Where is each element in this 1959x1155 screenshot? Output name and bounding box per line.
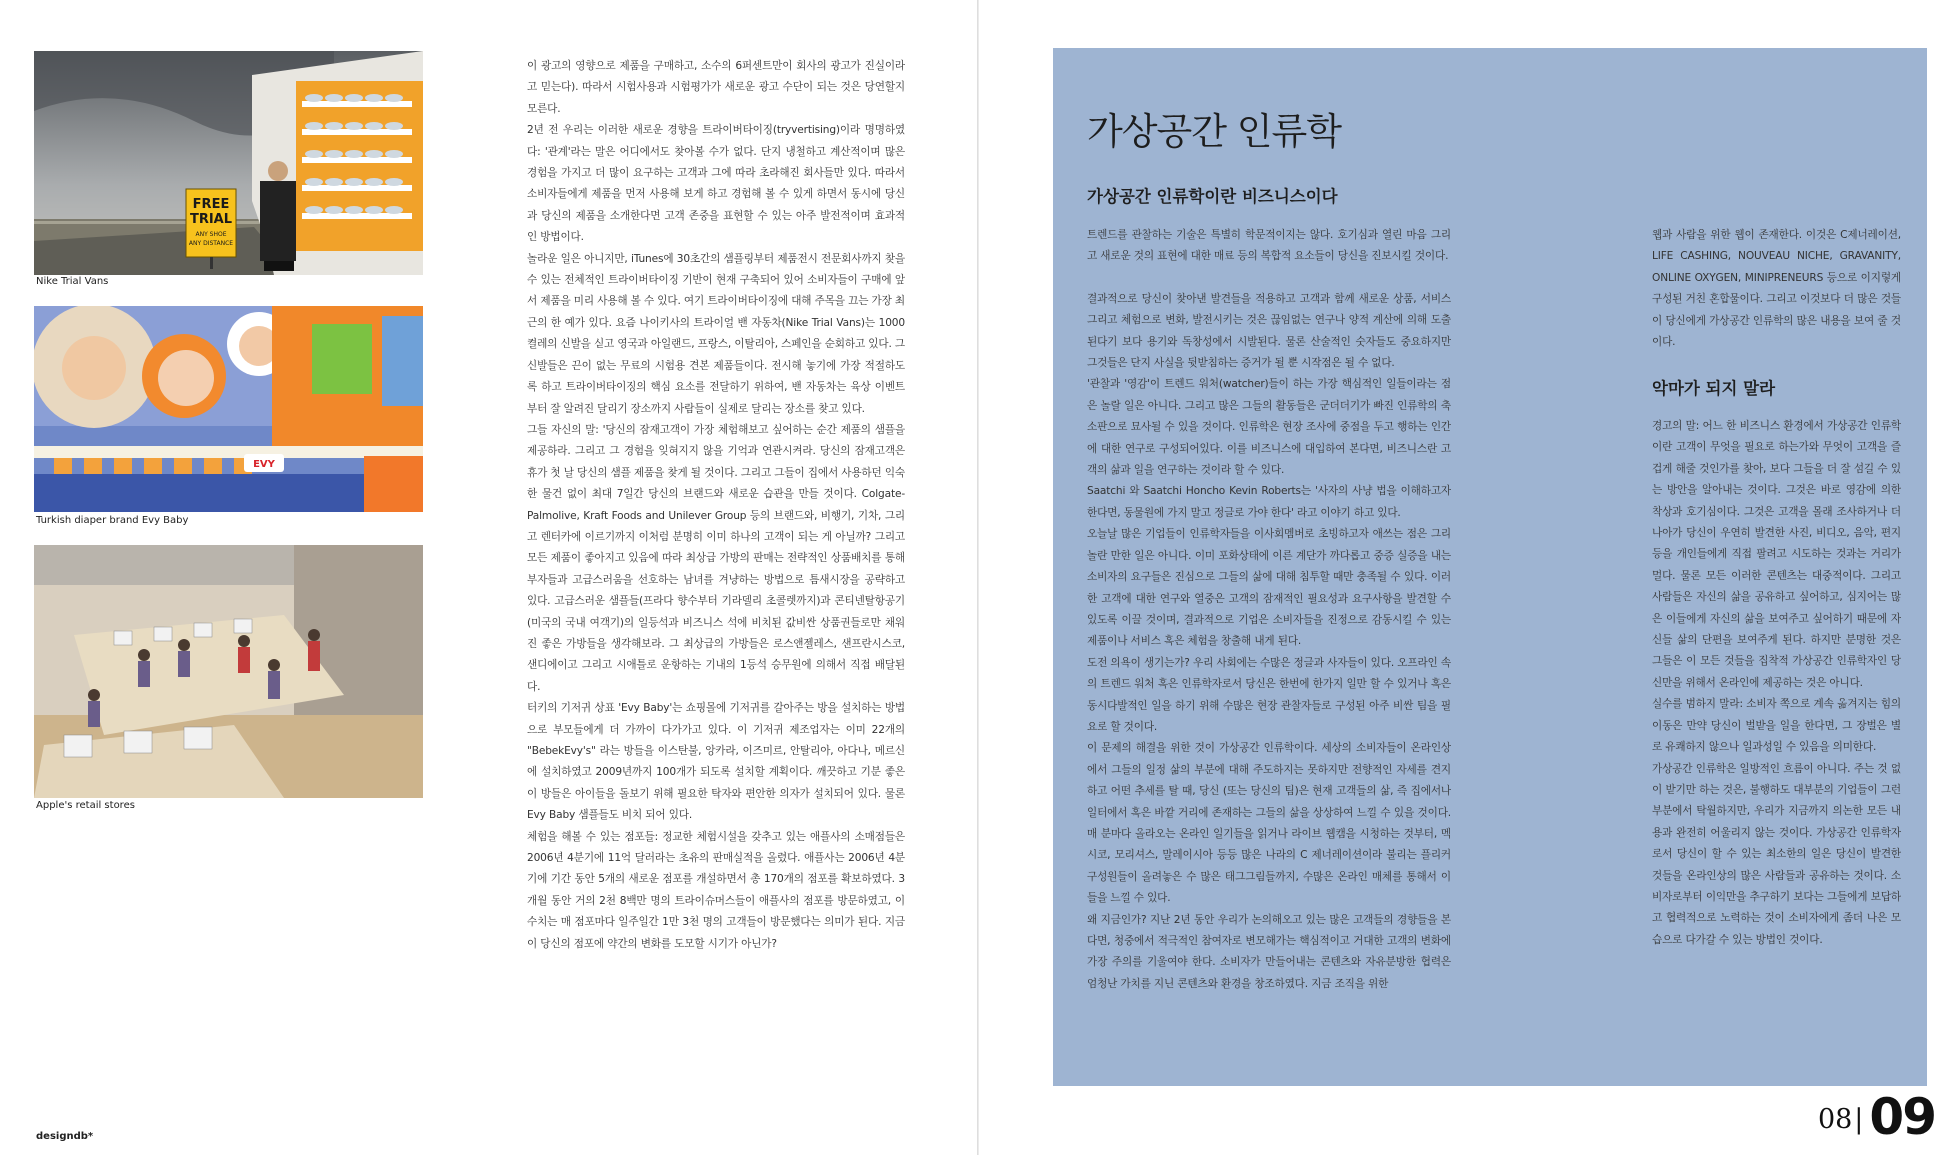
caption-apple-stores: Apple's retail stores	[36, 800, 135, 811]
paragraph: '관찰과 '영감'이 트렌드 워처(watcher)들이 하는 가장 핵심적인 일들이라는 점은 놀랄 일은 아니다. 그리고 많은 그들의 활동들은 군더더기가 빠진 인류학의 축소판으로 묘사될 수 있을 것이다. 인류학은 현장 조사에 중점을 두고 행하는 인간에 대한 연구로 구성되어있다. 이를 비즈니스에 대입하여 본다면, 비즈니스란 고객의 삶과 일을 연구하는 것이라 할 수 있다.	[1087, 378, 1451, 477]
paragraph: 실수를 범하지 말라: 소비자 쪽으로 계속 옮겨지는 힘의 이동은 만약 당신이 벌받을 일을 한다면, 그 장벌은 별로 유쾌하지 않으나 일과성일 수 있음을 의미한다.	[1652, 698, 1901, 754]
paragraph: 그들 자신의 말: '당신의 잠재고객이 가장 체험해보고 싶어하는 순간 제품의 샘플을 제공하라. 그리고 그 경험을 잊혀지지 않을 기억과 연관시켜라. 당신의 잠재고객은 휴가 첫 날 당신의 샘플 제품을 찾게 될 것이다. 그리고 그들이 집에서 사용하던 익숙한 물건 없이 최대 7일간 당신의 브랜드와 새로운 습관을 만들 것이다. Colgate-Palmolive, Kraft Foods and Unilever Group 등의 브랜드와, 비행기, 기차, 그리고 렌터카에 이르기까지 이처럼 분명히 이미 하나의 고객이 되는 게 아닐까? 그리고 모든 제품이 좋아지고 있음에 따라 최상급 가방의 판매는 전략적인 상품배치를 통해 부자들과 고급스러움을 선호하는 남녀를 겨냥하는 방법으로 틈새시장을 공략하고 있다. 고급스러운 샘플들(프라다 향수부터 기라델리 초콜렛까지)과 콘티넨탈항공기(미국의 국내 여객기)의 일등석과 비즈니스 석에 비치된 값비싼 상품권들로만 채워진 좋은 가방들을 생각해보라. 그 최상급의 가방들은 로스앤젤레스, 샌프란시스코, 샌디에이고 그리고 시애틀로 운항하는 기내의 1등석 승무원에 의해서 직접 배달된다.	[527, 423, 905, 693]
paragraph: 도전 의욕이 생기는가? 우리 사회에는 수많은 정글과 사자들이 있다. 오프라인 속의 트렌드 워처 혹은 인류학자로서 당신은 한번에 한가지 일만 할 수 있거나 혹은 동시다발적인 일을 하기 위해 수많은 현장 관찰자들로 구성된 아주 비싼 팀을 필요로 할 것이다.	[1087, 656, 1451, 733]
paragraph: Saatchi 와 Saatchi Honcho Kevin Roberts는 '사자의 사냥 법을 이해하고자 한다면, 동물원에 가지 말고 정글로 가야 한다' 라고 이야기 하고 있다.	[1087, 485, 1451, 519]
photo-apple-store	[34, 545, 423, 798]
free-trial-sign-line3: ANY SHOE	[195, 231, 227, 238]
evy-baby-illustration	[34, 306, 423, 512]
evy-logo-text: EVY	[253, 459, 275, 470]
free-trial-sign-line4: ANY DISTANCE	[188, 240, 234, 247]
paragraph: 이 광고의 영향으로 제품을 구매하고, 소수의 6퍼센트만이 회사의 광고가 진실이라고 믿는다). 따라서 시험사용과 시험평가가 새로운 광고 수단이 되는 것은 당연할지 모른다.	[527, 60, 905, 115]
paragraph: 트렌드를 관찰하는 기술은 특별히 학문적이지는 않다. 호기심과 열린 마음 그리고 새로운 것의 표현에 대한 매료 등의 복합적 요소들이 당신을 진보시킬 것이다.	[1087, 229, 1451, 263]
nike-van-illustration	[34, 51, 423, 275]
section-title: 가상공간 인류학	[1087, 109, 1341, 153]
paragraph: 체험을 해볼 수 있는 점포들: 정교한 체험시설을 갖추고 있는 애플사의 소매점들은 2006년 4분기에 11억 달러라는 초유의 판매실적을 올렸다. 애플사는 2006년 4분기에 기간 동안 5개의 새로운 점포를 개설하면서 총 170개의 점포를 확보하였다. 3개월 동안 거의 2천 8백만 명의 트라이슈머스들이 애플사의 점포를 방문하였고, 이 수치는 매 점포마다 일주일간 1만 3천 명의 고객들이 방문했다는 의미가 된다. 지금이 당신의 점포에 약간의 변화를 도모할 시기가 아닌가?	[527, 830, 905, 950]
caption-evy-baby: Turkish diaper brand Evy Baby	[36, 515, 189, 526]
folio-divider: |	[1854, 1104, 1864, 1135]
paragraph: 결과적으로 당신이 찾아낸 발견들을 적용하고 고객과 함께 새로운 상품, 서비스 그리고 체험으로 변화, 발전시키는 것은 끊임없는 연구나 양적 계산에 의해 도출된다기 보다 용기와 독창성에서 시발된다. 물론 산술적인 숫자들도 중요하지만 그것들은 단지 사실을 뒷받침하는 증거가 될 뿐 시작점은 될 수 없다.	[1087, 292, 1451, 370]
paragraph: 경고의 말: 어느 한 비즈니스 환경에서 가상공간 인류학이란 고객이 무엇을 필요로 하는가와 무엇이 고객을 즐겁게 해줄 것인가를 찾아, 보다 그들을 더 잘 섬길 수 있는 방안을 알아내는 것이다. 그것은 바로 영감에 의한 착상과 호기심이다. 그것은 고객을 몰래 조사하거나 더 나아가 당신이 우연히 발견한 사진, 비디오, 음악, 편지 등을 개인들에게 직접 팔려고 시도하는 것과는 거리가 멀다. 물론 모든 이러한 콘텐츠는 대중적이다. 그리고 사람들은 자신의 삶을 공유하고 싶어하고, 심지어는 많은 이들에게 자신의 삶을 보여주고 싶어하기 때문에 자신들 삶의 단편을 보여주게 된다. 하지만 분명한 것은 그들은 이 모든 것들을 집착적 가상공간 인류학자인 당신만을 위해서 온라인에 제공하는 것은 아니다.	[1652, 420, 1901, 689]
subhead-business: 가상공간 인류학이란 비즈니스이다	[1087, 187, 1338, 206]
folio-page-number: 09	[1869, 1088, 1935, 1146]
subhead-dont-be-evil: 악마가 되지 말라	[1652, 379, 1776, 398]
free-trial-sign-line2: TRIAL	[189, 212, 233, 227]
designdb-logo: designdb*	[36, 1131, 94, 1142]
right-article-column-3	[1652, 416, 1901, 1016]
right-article-column-1	[1087, 225, 1451, 1045]
paragraph: 가상공간 인류학은 일방적인 흐름이 아니다. 주는 것 없이 받기만 하는 것은, 불행하도 대부분의 기업들이 그런 부분에서 탁월하지만, 우리가 지금까지 의논한 모든 내용과 완전히 어울리지 않는 것이다. 가상공간 인류학자로서 당신이 할 수 있는 최소한의 일은 당신이 발견한 것들을 온라인상의 많은 사람들과 공유하는 것이다. 소비자로부터 이익만을 추구하기 보다는 그들에게 보답하고 협력적으로 노력하는 것이 소비자에게 좀더 나은 모습으로 다가갈 수 있는 방법인 것이다.	[1652, 762, 1901, 946]
caption-nike-trial-vans: Nike Trial Vans	[36, 276, 109, 287]
right-article-column-2	[1652, 225, 1901, 353]
paragraph: 오늘날 많은 기업들이 인류학자들을 이사회멤버로 초빙하고자 애쓰는 점은 그리 놀란 만한 일은 아니다. 이미 포화상태에 이른 계단가 까다롭고 중증 실증을 내는 소비자의 요구들은 진심으로 그들의 삶에 대해 침투할 때만 충족될 수 있다. 이러한 고객에 대한 연구와 열중은 고객의 잠재적인 필요성과 요구사항을 발견할 수 있도록 이끌 것이며, 결과적으로 기업은 소비자들을 진정으로 감동시킬 수 있는 제품이나 서비스 혹은 체험을 창출해 내게 된다.	[1087, 528, 1451, 648]
apple-store-illustration	[34, 545, 423, 798]
free-trial-sign-line1: FREE	[192, 197, 230, 212]
paragraph: 이 문제의 해결을 위한 것이 가상공간 인류학이다. 세상의 소비자들이 온라인상에서 그들의 일정 삶의 부분에 대해 주도하지는 못하지만 전향적인 자세를 견지하고 어떤 추세를 탈 때, 당신 (또는 당신의 팀)은 현재 고객들의 삶, 즉 집에서나 일터에서 혹은 바깥 거리에 존재하는 그들의 삶을 상상하여 느낄 수 있을 것이다. 매 분마다 올라오는 온라인 일기들을 읽거나 라이브 웹캠을 시청하는 것부터, 멕시코, 모리셔스, 말레이시아 등등 많은 나라의 C 제너레이션이라 불리는 플리커 구성원들이 올려놓은 수 많은 태그그림들까지, 수많은 온라인 매체를 통해서 이들을 느낄 수 있다.	[1087, 742, 1451, 905]
paragraph: 왜 지금인가? 지난 2년 동안 우리가 논의해오고 있는 많은 고객들의 경향들을 본다면, 청중에서 적극적인 참여자로 변모해가는 핵심적이고 거대한 고객의 변화에 가장 주의를 기울여야 한다. 소비자가 만들어내는 콘텐츠와 자유분방한 협력은 엄청난 가치를 지닌 콘텐츠와 환경을 창조하였다. 지금 조직을 위한	[1087, 913, 1451, 990]
page-folio	[1818, 1088, 1935, 1146]
folio-section-number: 08	[1817, 1104, 1853, 1135]
photo-evy-baby-room	[34, 306, 423, 512]
paragraph: 놀라운 일은 아니지만, iTunes에 30초간의 샘플링부터 제품전시 전문회사까지 찾을 수 있는 전체적인 트라이버타이징 기반이 현재 구축되어 있어 소비자들이 구매에 앞서 제품을 미리 사용해 볼 수 있다. 여기 트라이버타이징에 대해 주목을 끄는 가장 최근의 한 예가 있다. 요즘 나이키사의 트라이얼 밴 자동차(Nike Trial Vans)는 1000 켤레의 신발을 싣고 영국과 아일랜드, 프랑스, 이탈리아, 스페인을 순회하고 있다. 그 신발들은 끈이 없는 무료의 시험용 견본 제품들이다. 전시해 놓기에 가장 적절하도록 하고 트라이버타이징의 핵심 요소를 전달하기 위하여, 밴 자동차는 육상 이벤트부터 잘 알려진 달리기 장소까지 사람들이 실제로 달리는 장소를 찾고 있다.	[527, 252, 905, 415]
left-article-column	[527, 56, 905, 986]
paragraph: 터키의 기저귀 상표 'Evy Baby'는 쇼핑몰에 기저귀를 갈아주는 방을 설치하는 방법으로 부모들에게 더 가까이 다가가고 있다. 이 기저귀 제조업자는 이미 22개의 "BebekEvy's" 라는 방들을 이스탄불, 앙카라, 이즈미르, 안탈리아, 아다나, 메르신에 설치하였고 2009년까지 100개가 되도록 설치할 계획이다. 깨끗하고 기분 좋은 이 방들은 아이들을 돌보기 위해 필요한 탁자와 편안한 의자가 설치되어 있다. 물론 Evy Baby 샘플들도 비치 되어 있다.	[527, 702, 905, 822]
photo-nike-trial-van	[34, 51, 423, 275]
spread-gutter	[977, 0, 979, 1155]
paragraph: 웹과 사람을 위한 웹이 존재한다. 이것은 C제너레이션, LIFE CASHING, NOUVEAU NICHE, GRAVANITY, ONLINE OXYGEN, MINIPRENEURS 등으로 이지렇게 구성된 거친 혼합물이다. 그리고 이것보다 더 많은 것들이 당신에게 가상공간 인류학의 많은 내용을 보여 줄 것이다.	[1652, 229, 1901, 349]
paragraph: 2년 전 우리는 이러한 새로운 경향을 트라이버타이징(tryvertising)이라 명명하였다: '관계'라는 말은 어디에서도 찾아볼 수가 없다. 단지 냉철하고 계산적이며 많은 경험을 가지고 더 많이 요구하는 고객과 그에 따라 초라해진 회사들만 있다. 따라서 소비자들에게 제품을 먼저 사용해 보게 하고 경험해 볼 수 있게 하면서 동시에 당신과 당신의 제품을 소개한다면 고객 존중을 표현할 수 있는 아주 발전적이며 효과적인 방법이다.	[527, 124, 905, 244]
